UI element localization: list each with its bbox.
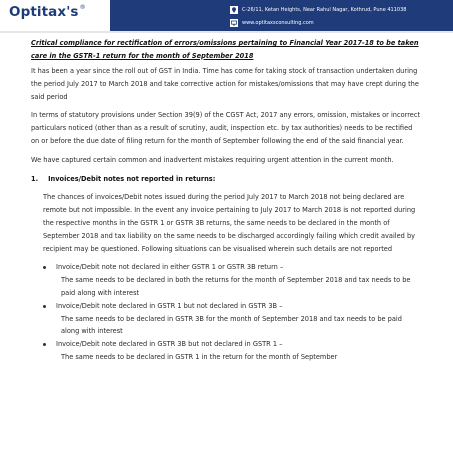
website-link[interactable]: www.optitaxsconsulting.com: [242, 19, 314, 26]
paragraph-summary: We have captured certain common and inadvertent mistakes requiring urgent attention in the current month.: [31, 155, 394, 164]
address-text: C-26/11, Ketan Heights, Near Rahul Nagar, Kothrud, Pune 411038: [242, 6, 407, 13]
bullet-description: The same needs to be declared in both the returns for the month of September 2018 and tax needs to be paid along with interest: [61, 276, 411, 297]
letterhead: [0, 0, 453, 31]
bullet-title: Invoice/Debit note declared in GSTR 3B but not declared in GSTR 1 –: [56, 340, 283, 349]
bullet-description: The same needs to be declared in GSTR 1 in the return for the month of September: [61, 352, 338, 361]
location-icon: [230, 6, 238, 14]
paragraph-intro: It has been a year since the roll out of GST in India. Time has come for taking stock of transaction undertaken during the period July 2017 to March 2018 and take corrective action for mistakes/omissions that may have crept during the said period: [31, 67, 419, 101]
logo-area: [0, 0, 110, 31]
bullet-icon: [43, 266, 46, 269]
web-icon: [230, 19, 238, 27]
logo: Optitax's®: [9, 4, 86, 20]
list-item: [43, 300, 421, 313]
document-body: [31, 37, 421, 364]
section-heading: [31, 173, 421, 186]
bullet-icon: [43, 343, 46, 346]
address-row: [230, 4, 406, 15]
list-item: [43, 338, 421, 351]
header-divider: [0, 31, 453, 33]
bullet-icon: [43, 305, 46, 308]
section-body: The chances of invoices/Debit notes issued during the period July 2017 to March 2018 not being declared are remote but not impossible. In the event any invoice pertaining to July 2017 to March 2018 is not reported during the respective months in the GSTR 1 or GSTR 3B returns, the same needs to be declared in the month of September 2018 and tax liability on the same needs to be discharged accordingly failing which credit availed by recipient may be questioned. Following situations can be visualised wherein such details are not reported: [43, 193, 416, 253]
website-row: [230, 17, 314, 28]
section-number: 1.: [31, 174, 39, 183]
list-item: [43, 261, 421, 274]
document-title: Critical compliance for rectification of errors/omissions pertaining to Financial Year 2017-18 to be taken care in the GSTR-1 return for the month of September 2018: [31, 39, 419, 60]
bullet-title: Invoice/Debit note declared in GSTR 1 but not declared in GSTR 3B –: [56, 301, 283, 310]
bullet-description: The same needs to be declared in GSTR 3B for the month of September 2018 and tax needs to be paid along with interest: [61, 314, 402, 336]
section-title: Invoices/Debit notes not reported in returns:: [48, 174, 216, 183]
paragraph-statutory: In terms of statutory provisions under Section 39(9) of the CGST Act, 2017 any errors, omission, mistakes or incorrect particulars noticed (other than as a result of scrutiny, audit, inspection etc. by tax authorities) needs to be rectified on or before the due date of filing return for the month of September following the end of the said financial year.: [31, 111, 421, 145]
bullet-title: Invoice/Debit note not declared in either GSTR 1 or GSTR 3B return –: [56, 263, 284, 272]
